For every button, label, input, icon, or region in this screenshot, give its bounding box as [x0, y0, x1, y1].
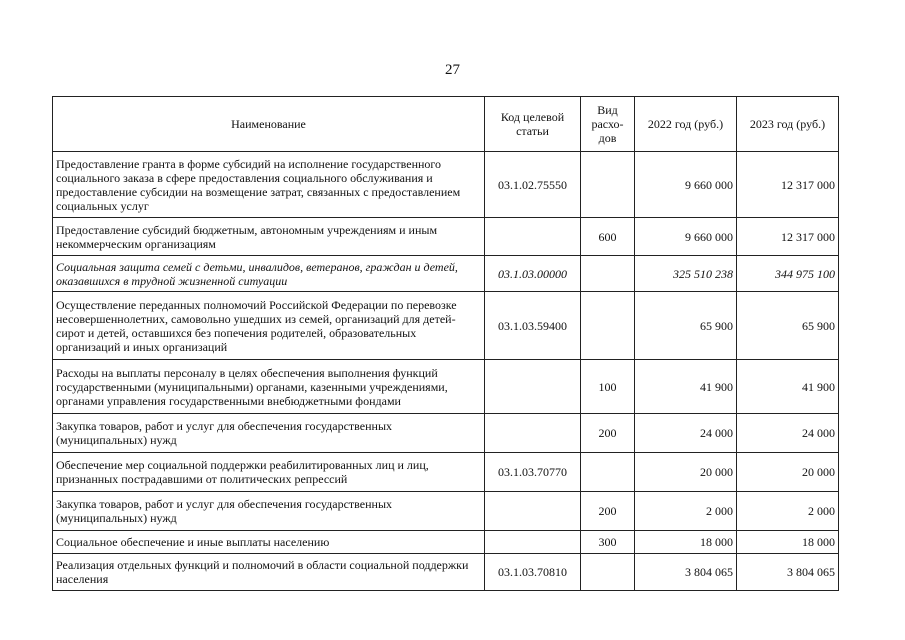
row-name: Закупка товаров, работ и услуг для обеспечения государственных (муниципальных) нужд [53, 492, 485, 531]
row-2022: 20 000 [635, 453, 737, 492]
table-row [53, 531, 839, 554]
column-header-kind: Вид расхо-дов [581, 97, 635, 152]
row-2023: 41 900 [737, 360, 839, 414]
table-row [53, 453, 839, 492]
column-header-2022: 2022 год (руб.) [635, 97, 737, 152]
row-kind: 200 [581, 492, 635, 531]
row-kind [581, 256, 635, 292]
row-2023: 65 900 [737, 292, 839, 360]
row-2023: 18 000 [737, 531, 839, 554]
table-row [53, 292, 839, 360]
row-code: 03.1.03.00000 [485, 256, 581, 292]
row-2022: 41 900 [635, 360, 737, 414]
column-header-2023: 2023 год (руб.) [737, 97, 839, 152]
row-name: Реализация отдельных функций и полномочий в области социальной поддержки населения [53, 554, 485, 591]
row-code [485, 531, 581, 554]
row-2023: 20 000 [737, 453, 839, 492]
column-header-code: Код целевой статьи [485, 97, 581, 152]
row-2023: 2 000 [737, 492, 839, 531]
row-code [485, 492, 581, 531]
table-row [53, 152, 839, 218]
row-kind [581, 152, 635, 218]
column-header-name: Наименование [53, 97, 485, 152]
table-row [53, 218, 839, 256]
row-kind [581, 453, 635, 492]
table-row [53, 554, 839, 591]
row-2023: 12 317 000 [737, 218, 839, 256]
row-name: Обеспечение мер социальной поддержки реабилитированных лиц и лиц, признанных пострадавшими от политических репрессий [53, 453, 485, 492]
row-name: Социальная защита семей с детьми, инвалидов, ветеранов, граждан и детей, оказавшихся в трудной жизненной ситуации [53, 256, 485, 292]
row-name: Расходы на выплаты персоналу в целях обеспечения выполнения функций государственными (муниципальными) органами, казенными учреждениями, органами управления государственными внебюджетными фондами [53, 360, 485, 414]
row-2023: 3 804 065 [737, 554, 839, 591]
row-2022: 9 660 000 [635, 218, 737, 256]
row-name: Осуществление переданных полномочий Российской Федерации по перевозке несовершеннолетних, самовольно ушедших из семей, организаций для детей-сирот и детей, оставшихся без попечения родителей, образовательных организаций и иных организаций [53, 292, 485, 360]
row-kind [581, 292, 635, 360]
row-2022: 18 000 [635, 531, 737, 554]
row-code: 03.1.03.70770 [485, 453, 581, 492]
row-2023: 12 317 000 [737, 152, 839, 218]
row-name: Закупка товаров, работ и услуг для обеспечения государственных (муниципальных) нужд [53, 414, 485, 453]
row-2022: 24 000 [635, 414, 737, 453]
table-row [53, 256, 839, 292]
row-2022: 325 510 238 [635, 256, 737, 292]
row-name: Предоставление субсидий бюджетным, автономным учреждениям и иным некоммерческим организациям [53, 218, 485, 256]
row-2022: 3 804 065 [635, 554, 737, 591]
row-kind: 200 [581, 414, 635, 453]
row-2023: 344 975 100 [737, 256, 839, 292]
table-header-row [53, 97, 839, 152]
budget-table [52, 96, 839, 591]
row-code [485, 360, 581, 414]
row-kind [581, 554, 635, 591]
row-kind: 600 [581, 218, 635, 256]
row-code: 03.1.03.70810 [485, 554, 581, 591]
table-row [53, 360, 839, 414]
row-code [485, 414, 581, 453]
row-kind: 100 [581, 360, 635, 414]
row-2022: 65 900 [635, 292, 737, 360]
table-row [53, 414, 839, 453]
row-name: Социальное обеспечение и иные выплаты населению [53, 531, 485, 554]
table-row [53, 492, 839, 531]
row-code: 03.1.03.59400 [485, 292, 581, 360]
row-2023: 24 000 [737, 414, 839, 453]
row-code [485, 218, 581, 256]
row-2022: 9 660 000 [635, 152, 737, 218]
row-name: Предоставление гранта в форме субсидий на исполнение государственного социального заказа в сфере предоставления социального обслуживания и предоставление субсидии на возмещение затрат, связанных с предоставлением социальных услуг [53, 152, 485, 218]
row-2022: 2 000 [635, 492, 737, 531]
row-code: 03.1.02.75550 [485, 152, 581, 218]
page-number: 27 [445, 62, 460, 78]
row-kind: 300 [581, 531, 635, 554]
